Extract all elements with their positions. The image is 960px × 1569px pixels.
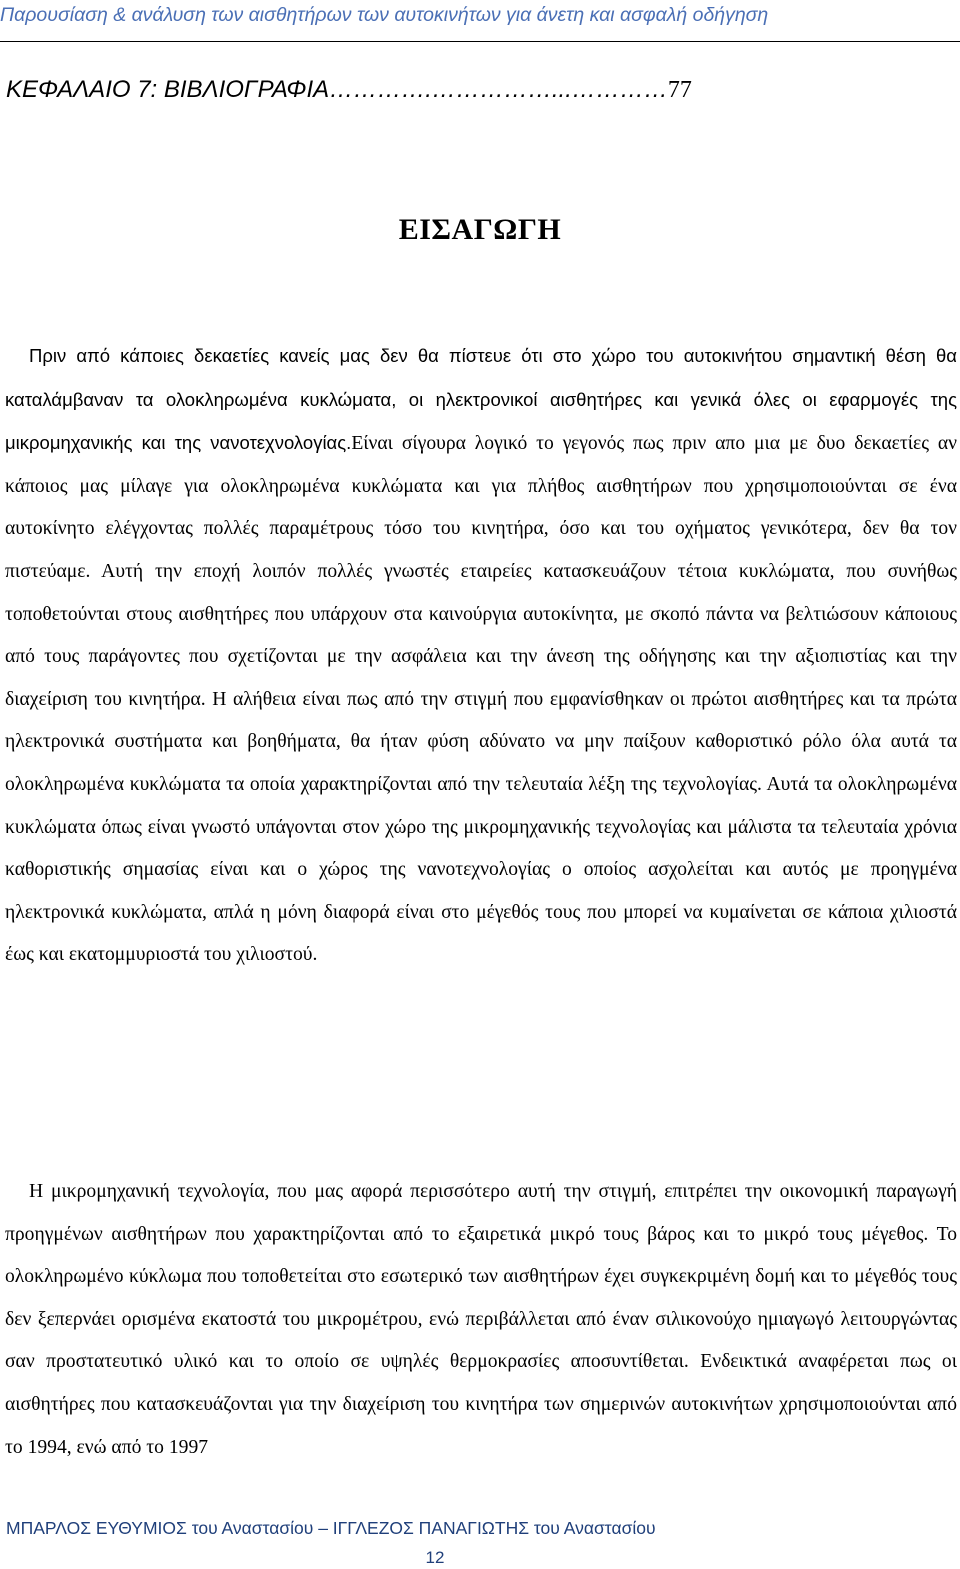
section-title: ΕΙΣΑΓΩΓΗ xyxy=(398,213,562,246)
toc-leader-dots: ………….……………...………… xyxy=(329,76,668,103)
page-number: 12 xyxy=(425,1548,445,1567)
toc-entry-label: ΚΕΦΑΛΑΙΟ 7: ΒΙΒΛΙΟΓΡΑΦΙΑ xyxy=(6,76,330,103)
footer-authors: ΜΠΑΡΛΟΣ ΕΥΘΥΜΙΟΣ του Αναστασίου – ΙΓΓΛΕΖΟΣ ΠΑΝΑΓΙΩΤΗΣ του Αναστασίου xyxy=(6,1518,656,1538)
paragraph-1-body: Είναι σίγουρα λογικό το γεγονός πως πριν απο μια με δυο δεκαετίες αν κάποιος μας μίλαγε για ολοκληρωμένα κυκλώματα και για πλήθος αισθητήρων που χρησιμοποιούνται σε ένα αυτοκίνητο ελέγχοντας πολλές παραμέτρους τόσο του κινητήρα, όσο και του οχήματος γενικότερα, δεν θα τον πιστεύαμε. Αυτή την εποχή λοιπόν πολλές γνωστές εταιρείες κατασκευάζουν τέτοια κυκλώματα, που συνήθως τοποθετούνται στους αισθητήρες που υπάρχουν στα καινούργια αυτοκίνητα, με σκοπό πάντα να βελτιώσουν κάποιους από τους παράγοντες που σχετίζονται με την ασφάλεια και την άνεση της οδήγησης και την αξιοπιστίας και την διαχείριση του κινητήρα. Η αλήθεια είναι πως από την στιγμή που εμφανίσθηκαν οι πρώτοι αισθητήρες και τα πρώτα ηλεκτρονικά συστήματα και βοηθήματα, θα ήταν φύση αδύνατο να μην παίξουν καθοριστικό ρόλο όλα αυτά τα ολοκληρωμένα κυκλώματα τα οποία χαρακτηρίζονται από την τελευταία λέξη της τεχνολογίας. Αυτά τα ολοκληρωμένα κυκλώματα όπως είναι γνωστό υπάγονται στον χώρο της μικρομηχανικής τεχνολογίας και μάλιστα τα τελευταία χρόνια καθοριστικής σημασίας είναι και ο χώρος της νανοτεχνολογίας ο οποίος ασχολείται και αυτός με προηγμένα ηλεκτρονικά κυκλώματα, απλά η μόνη διαφορά είναι στο μέγεθός τους που μπορεί να κυμαίνεται σε κάποια χιλιοστά έως και εκατομμυριοστά του χιλιοστού. xyxy=(5,433,958,966)
paragraph-1-intro: Πριν από κάποιες δεκαετίες κανείς μας δεν θα πίστευε ότι στο χώρο του αυτοκινήτου σημαντική θέση θα καταλάμβαναν τα ολοκληρωμένα κυκλώματα, οι ηλεκτρονικοί αισθητήρες και γενικά όλες οι εφαρμογές της μικρομηχανικής και της νανοτεχνολογίας. xyxy=(5,345,957,454)
toc-entry xyxy=(6,76,956,104)
paragraph-1 xyxy=(5,335,957,977)
running-header: Παρουσίαση & ανάλυση των αισθητήρων των αυτοκινήτων για άνετη και ασφαλή οδήγηση xyxy=(0,4,769,26)
header-rule xyxy=(0,41,960,42)
toc-page-number: 77 xyxy=(667,77,692,103)
paragraph-2 xyxy=(5,1171,957,1469)
paragraph-2-body: Η μικρομηχανική τεχνολογία, που μας αφορά περισσότερο αυτή την στιγμή, επιτρέπει την οικονομική παραγωγή προηγμένων αισθητήρων που χαρακτηρίζονται από το εξαιρετικά μικρό τους βάρος και το μικρό τους μέγεθος. Το ολοκληρωμένο κύκλωμα που τοποθετείται στο εσωτερικό των αισθητήρων έχει συγκεκριμένη δομή και το μέγεθός τους δεν ξεπερνάει ορισμένα εκατοστά του μικρομέτρου, ενώ περιβάλλεται από έναν σιλικονούχο ημιαγωγό λειτουργώντας σαν προστατευτικό υλικό και το οποίο σε υψηλές θερμοκρασίες αποσυντίθεται. Ενδεικτικά αναφέρεται πως οι αισθητήρες που κατασκευάζονται για την διαχείριση του κινητήρα των σημερινών αυτοκινήτων χρησιμοποιούνται από το 1994, ενώ από το 1997 xyxy=(5,1181,957,1458)
